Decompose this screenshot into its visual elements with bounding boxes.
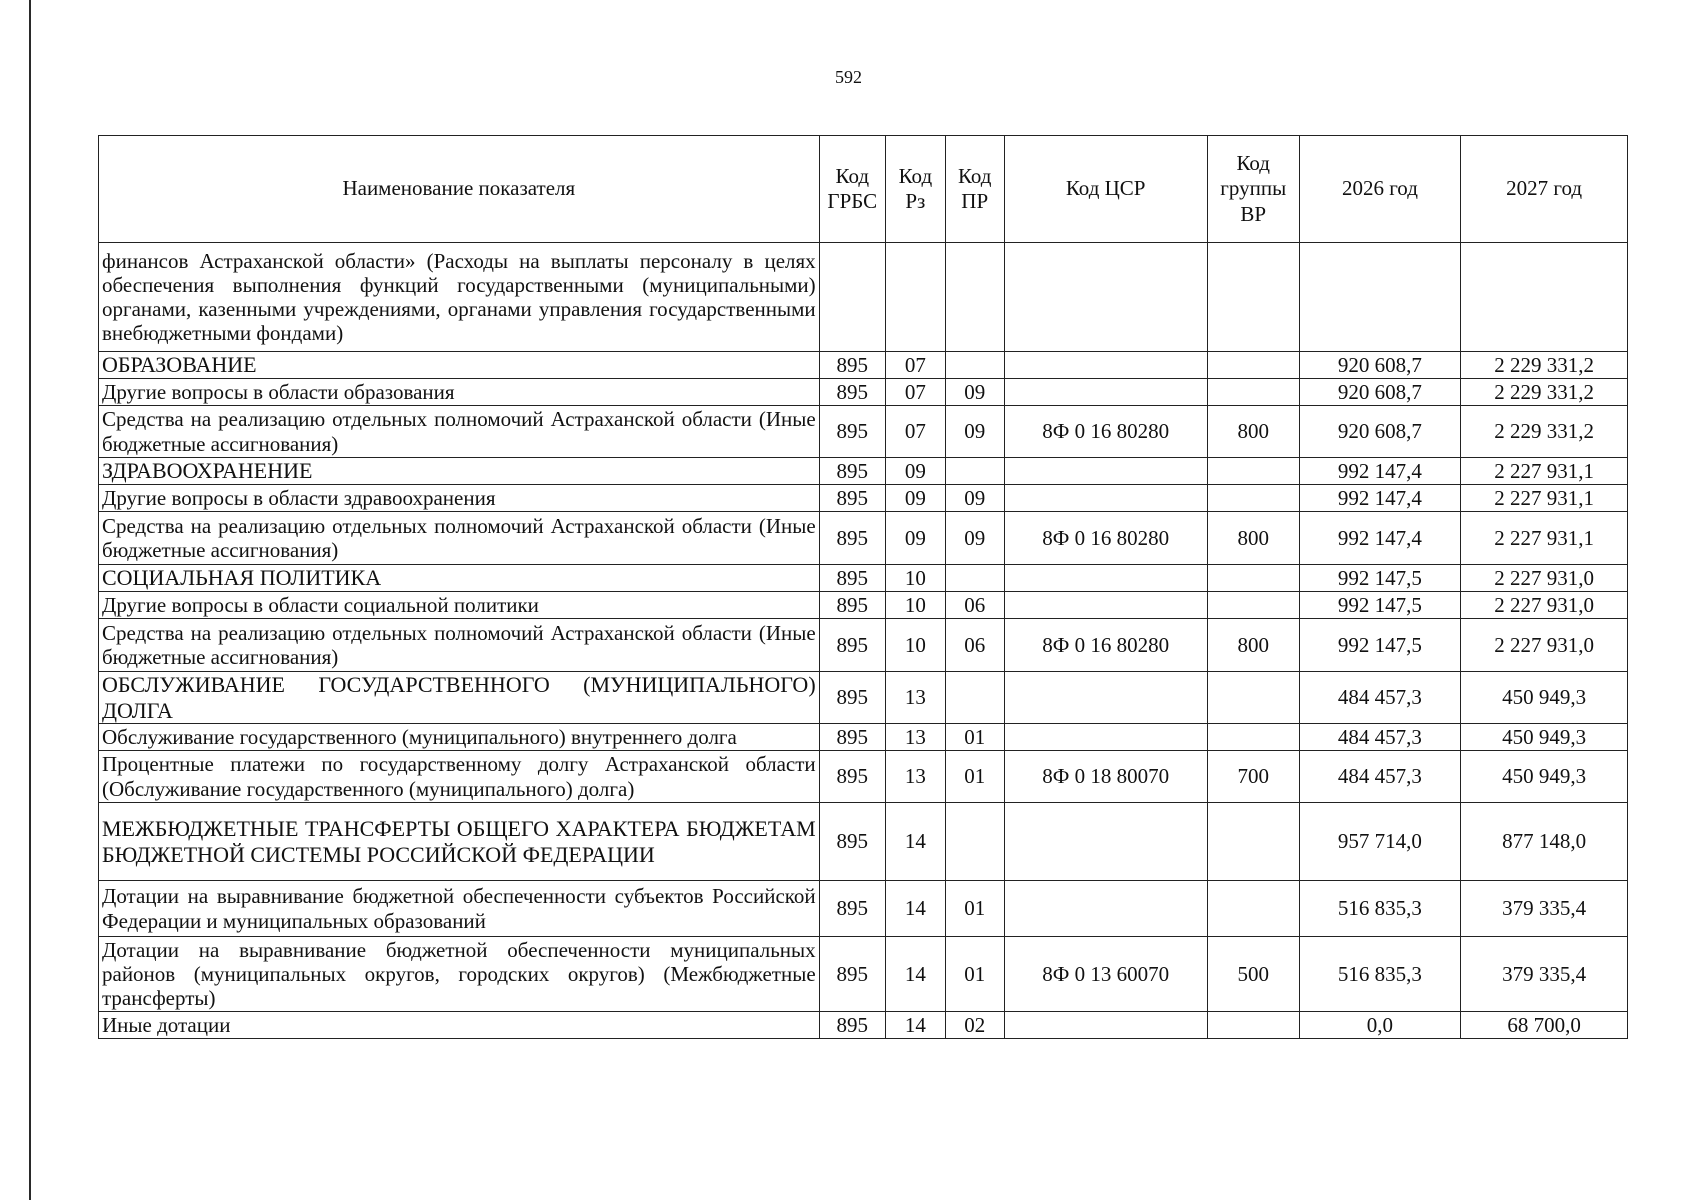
- col-header-rz: Код Рз: [885, 136, 945, 243]
- row-csr: [1004, 243, 1207, 352]
- table-row: [99, 512, 1628, 565]
- row-pr: [945, 352, 1004, 379]
- table-row: [99, 619, 1628, 672]
- row-value-2027: 379 335,4: [1461, 881, 1628, 937]
- col-header-grbs: Код ГРБС: [819, 136, 885, 243]
- row-grbs: 895: [819, 803, 885, 881]
- row-csr: [1004, 1012, 1207, 1039]
- row-vr: 800: [1207, 406, 1299, 458]
- row-name: ОБРАЗОВАНИЕ: [99, 352, 820, 379]
- row-pr: [945, 565, 1004, 592]
- row-csr: [1004, 565, 1207, 592]
- col-header-2026: 2026 год: [1299, 136, 1460, 243]
- row-rz: 09: [885, 512, 945, 565]
- row-value-2027: 877 148,0: [1461, 803, 1628, 881]
- row-value-2026: 992 147,5: [1299, 592, 1460, 619]
- row-value-2027: 2 227 931,1: [1461, 458, 1628, 485]
- row-pr: [945, 672, 1004, 724]
- row-rz: 07: [885, 406, 945, 458]
- row-value-2027: 450 949,3: [1461, 751, 1628, 803]
- row-rz: 13: [885, 751, 945, 803]
- row-rz: 09: [885, 485, 945, 512]
- row-rz: 14: [885, 803, 945, 881]
- row-csr: 8Ф 0 16 80280: [1004, 619, 1207, 672]
- row-csr: [1004, 592, 1207, 619]
- row-rz: 10: [885, 619, 945, 672]
- row-name: Другие вопросы в области здравоохранения: [99, 485, 820, 512]
- row-grbs: 895: [819, 619, 885, 672]
- row-grbs: 895: [819, 379, 885, 406]
- row-value-2026: 484 457,3: [1299, 724, 1460, 751]
- row-csr: 8Ф 0 16 80280: [1004, 512, 1207, 565]
- row-value-2026: 920 608,7: [1299, 352, 1460, 379]
- row-grbs: 895: [819, 881, 885, 937]
- row-pr: 01: [945, 881, 1004, 937]
- row-value-2027: 68 700,0: [1461, 1012, 1628, 1039]
- row-vr: [1207, 485, 1299, 512]
- row-grbs: 895: [819, 352, 885, 379]
- row-grbs: 895: [819, 751, 885, 803]
- row-grbs: 895: [819, 672, 885, 724]
- row-rz: 07: [885, 352, 945, 379]
- row-vr: 800: [1207, 512, 1299, 565]
- row-value-2027: 2 229 331,2: [1461, 379, 1628, 406]
- row-pr: [945, 803, 1004, 881]
- row-pr: 09: [945, 485, 1004, 512]
- row-value-2026: 957 714,0: [1299, 803, 1460, 881]
- row-value-2027: 2 227 931,0: [1461, 592, 1628, 619]
- row-rz: 14: [885, 881, 945, 937]
- row-name: Дотации на выравнивание бюджетной обеспеченности субъектов Российской Федерации и муниципальных образований: [99, 881, 820, 937]
- row-value-2026: 992 147,5: [1299, 619, 1460, 672]
- row-csr: 8Ф 0 13 60070: [1004, 937, 1207, 1012]
- col-header-name: Наименование показателя: [99, 136, 820, 243]
- row-csr: [1004, 485, 1207, 512]
- row-grbs: 895: [819, 937, 885, 1012]
- row-name: Средства на реализацию отдельных полномочий Астраханской области (Иные бюджетные ассигнования): [99, 619, 820, 672]
- row-csr: 8Ф 0 18 80070: [1004, 751, 1207, 803]
- row-grbs: 895: [819, 592, 885, 619]
- row-value-2026: 992 147,4: [1299, 512, 1460, 565]
- row-csr: [1004, 458, 1207, 485]
- row-name: ОБСЛУЖИВАНИЕ ГОСУДАРСТВЕННОГО (МУНИЦИПАЛЬНОГО) ДОЛГА: [99, 672, 820, 724]
- row-vr: [1207, 352, 1299, 379]
- row-vr: [1207, 724, 1299, 751]
- col-header-vr: Код группы ВР: [1207, 136, 1299, 243]
- row-name: Другие вопросы в области социальной политики: [99, 592, 820, 619]
- row-value-2026: 484 457,3: [1299, 672, 1460, 724]
- col-header-csr: Код ЦСР: [1004, 136, 1207, 243]
- col-header-2027: 2027 год: [1461, 136, 1628, 243]
- row-value-2027: 2 227 931,0: [1461, 619, 1628, 672]
- row-value-2027: 2 227 931,1: [1461, 485, 1628, 512]
- row-grbs: [819, 243, 885, 352]
- row-vr: [1207, 1012, 1299, 1039]
- row-rz: 10: [885, 565, 945, 592]
- row-pr: 02: [945, 1012, 1004, 1039]
- table-row: [99, 379, 1628, 406]
- row-pr: 01: [945, 937, 1004, 1012]
- row-value-2027: 2 227 931,1: [1461, 512, 1628, 565]
- row-csr: [1004, 881, 1207, 937]
- row-vr: [1207, 881, 1299, 937]
- row-grbs: 895: [819, 485, 885, 512]
- table-row: [99, 406, 1628, 458]
- row-vr: 700: [1207, 751, 1299, 803]
- row-name: СОЦИАЛЬНАЯ ПОЛИТИКА: [99, 565, 820, 592]
- table-row: [99, 243, 1628, 352]
- table-row: [99, 458, 1628, 485]
- table-row: [99, 751, 1628, 803]
- row-csr: [1004, 724, 1207, 751]
- table-row: [99, 881, 1628, 937]
- row-value-2027: 2 229 331,2: [1461, 406, 1628, 458]
- row-pr: 09: [945, 379, 1004, 406]
- row-value-2026: 516 835,3: [1299, 881, 1460, 937]
- table-row: [99, 565, 1628, 592]
- table-row: [99, 352, 1628, 379]
- row-rz: 14: [885, 937, 945, 1012]
- row-csr: [1004, 352, 1207, 379]
- row-csr: 8Ф 0 16 80280: [1004, 406, 1207, 458]
- budget-table: [98, 135, 1628, 1039]
- row-pr: 06: [945, 619, 1004, 672]
- row-rz: [885, 243, 945, 352]
- table-row: [99, 672, 1628, 724]
- row-value-2026: 920 608,7: [1299, 406, 1460, 458]
- row-vr: [1207, 458, 1299, 485]
- row-grbs: 895: [819, 512, 885, 565]
- row-vr: [1207, 565, 1299, 592]
- row-pr: 09: [945, 512, 1004, 565]
- row-grbs: 895: [819, 565, 885, 592]
- row-name: Процентные платежи по государственному долгу Астраханской области (Обслуживание государственного (муниципального) долга): [99, 751, 820, 803]
- row-value-2026: 516 835,3: [1299, 937, 1460, 1012]
- row-csr: [1004, 672, 1207, 724]
- row-pr: 06: [945, 592, 1004, 619]
- row-name: финансов Астраханской области» (Расходы на выплаты персоналу в целях обеспечения выполнения функций государственными (муниципальными) органами, казенными учреждениями, органами управления государственными внебюджетными фондами): [99, 243, 820, 352]
- row-vr: [1207, 803, 1299, 881]
- row-value-2026: 484 457,3: [1299, 751, 1460, 803]
- row-pr: [945, 243, 1004, 352]
- row-value-2027: 379 335,4: [1461, 937, 1628, 1012]
- row-name: Средства на реализацию отдельных полномочий Астраханской области (Иные бюджетные ассигнования): [99, 512, 820, 565]
- row-rz: 13: [885, 672, 945, 724]
- row-name: Обслуживание государственного (муниципального) внутреннего долга: [99, 724, 820, 751]
- table-header-row: [99, 136, 1628, 243]
- row-grbs: 895: [819, 458, 885, 485]
- row-name: Иные дотации: [99, 1012, 820, 1039]
- row-value-2026: 992 147,4: [1299, 485, 1460, 512]
- row-pr: 01: [945, 724, 1004, 751]
- table-row: [99, 485, 1628, 512]
- row-rz: 13: [885, 724, 945, 751]
- row-value-2027: 2 229 331,2: [1461, 352, 1628, 379]
- col-header-pr: Код ПР: [945, 136, 1004, 243]
- row-value-2027: [1461, 243, 1628, 352]
- table-row: [99, 937, 1628, 1012]
- row-pr: [945, 458, 1004, 485]
- left-margin-rule: [29, 0, 31, 1200]
- row-vr: [1207, 592, 1299, 619]
- row-name: Средства на реализацию отдельных полномочий Астраханской области (Иные бюджетные ассигнования): [99, 406, 820, 458]
- table-row: [99, 724, 1628, 751]
- row-rz: 07: [885, 379, 945, 406]
- row-grbs: 895: [819, 724, 885, 751]
- table-row: [99, 592, 1628, 619]
- table-row: [99, 803, 1628, 881]
- row-rz: 14: [885, 1012, 945, 1039]
- row-value-2026: [1299, 243, 1460, 352]
- row-grbs: 895: [819, 406, 885, 458]
- row-rz: 10: [885, 592, 945, 619]
- row-value-2026: 992 147,4: [1299, 458, 1460, 485]
- row-value-2027: 450 949,3: [1461, 672, 1628, 724]
- row-pr: 09: [945, 406, 1004, 458]
- row-value-2026: 920 608,7: [1299, 379, 1460, 406]
- table-body: [99, 243, 1628, 1039]
- row-vr: 800: [1207, 619, 1299, 672]
- row-pr: 01: [945, 751, 1004, 803]
- row-vr: [1207, 672, 1299, 724]
- row-name: МЕЖБЮДЖЕТНЫЕ ТРАНСФЕРТЫ ОБЩЕГО ХАРАКТЕРА БЮДЖЕТАМ БЮДЖЕТНОЙ СИСТЕМЫ РОССИЙСКОЙ ФЕДЕРАЦИИ: [99, 803, 820, 881]
- row-vr: 500: [1207, 937, 1299, 1012]
- row-vr: [1207, 243, 1299, 352]
- row-value-2027: 2 227 931,0: [1461, 565, 1628, 592]
- row-name: Дотации на выравнивание бюджетной обеспеченности муниципальных районов (муниципальных округов, городских округов) (Межбюджетные трансферты): [99, 937, 820, 1012]
- row-grbs: 895: [819, 1012, 885, 1039]
- page-number: 592: [835, 67, 862, 87]
- row-value-2027: 450 949,3: [1461, 724, 1628, 751]
- row-vr: [1207, 379, 1299, 406]
- row-rz: 09: [885, 458, 945, 485]
- row-csr: [1004, 379, 1207, 406]
- row-name: ЗДРАВООХРАНЕНИЕ: [99, 458, 820, 485]
- row-value-2026: 992 147,5: [1299, 565, 1460, 592]
- row-value-2026: 0,0: [1299, 1012, 1460, 1039]
- row-csr: [1004, 803, 1207, 881]
- table-row: [99, 1012, 1628, 1039]
- row-name: Другие вопросы в области образования: [99, 379, 820, 406]
